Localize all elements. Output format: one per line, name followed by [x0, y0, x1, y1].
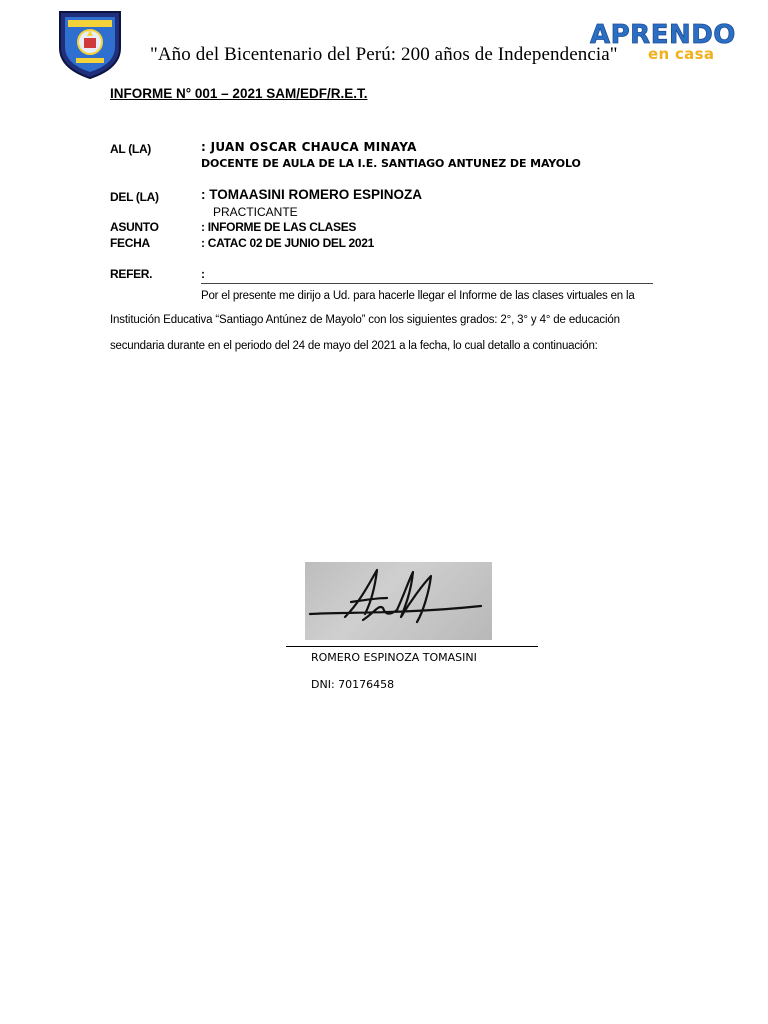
refer-label: REFER.	[110, 267, 153, 281]
al-value: : JUAN OSCAR CHAUCA MINAYA	[201, 140, 417, 154]
al-position: DOCENTE DE AULA DE LA I.E. SANTIAGO ANTUNEZ DE MAYOLO	[201, 157, 581, 170]
asunto-label: ASUNTO	[110, 220, 159, 234]
logo-top-text: APRENDO	[590, 20, 736, 50]
refer-value: :	[201, 267, 205, 281]
del-label: DEL (LA)	[110, 190, 159, 204]
handwritten-signature-icon	[305, 562, 492, 640]
al-label: AL (LA)	[110, 142, 152, 156]
refer-underline	[201, 283, 653, 284]
fecha-value: : CATAC 02 DE JUNIO DEL 2021	[201, 236, 374, 250]
del-value: : TOMAASINI ROMERO ESPINOZA	[201, 187, 423, 202]
fecha-label: FECHA	[110, 236, 150, 250]
school-crest-icon	[56, 8, 124, 80]
signature-line	[286, 646, 538, 647]
body-line-2: Institución Educativa “Santiago Antúnez de Mayolo” con los siguientes grados: 2°, 3° y 4° de educación	[110, 314, 620, 326]
report-title: INFORME N° 001 – 2021 SAM/EDF/R.E.T.	[110, 86, 368, 101]
signer-name: ROMERO ESPINOZA TOMASINI	[311, 651, 477, 664]
logo-bottom-text: en casa	[648, 45, 715, 63]
header-title: "Año del Bicentenario del Perú: 200 años de Independencia"	[150, 44, 618, 65]
body-line-1: Por el presente me dirijo a Ud. para hacerle llegar el Informe de las clases virtuales en la	[201, 290, 635, 302]
del-position: PRACTICANTE	[213, 205, 298, 219]
body-line-3: secundaria durante en el periodo del 24 de mayo del 2021 a la fecha, lo cual detallo a continuación:	[110, 340, 598, 352]
aprendo-en-casa-logo	[588, 20, 736, 68]
signer-dni: DNI: 70176458	[311, 678, 395, 691]
asunto-value: : INFORME DE LAS CLASES	[201, 220, 357, 234]
